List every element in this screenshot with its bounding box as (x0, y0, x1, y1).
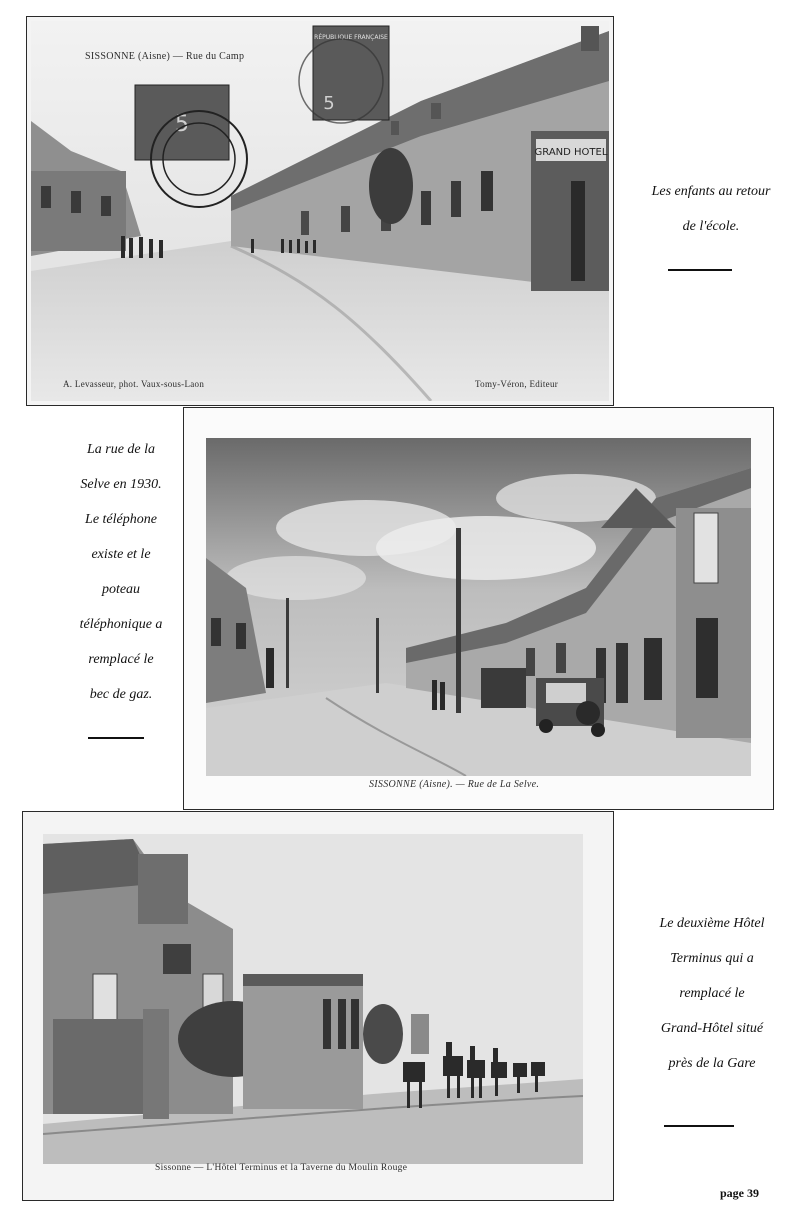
side-text-enfants (626, 174, 796, 244)
side-text-line: Le téléphone (85, 512, 157, 527)
hotel-sign: GRAND HOTEL (534, 147, 608, 158)
postcard-1-publisher-credit: Tomy-Véron, Editeur (475, 379, 559, 389)
side-text-line: La rue de la (86, 442, 156, 457)
side-text-line: téléphonique a (79, 617, 163, 632)
side-text-terminus (626, 906, 798, 1081)
postcard-hotel-terminus (22, 811, 614, 1201)
photo-rue-du-camp (31, 21, 609, 401)
postcard-rue-de-la-selve (183, 407, 774, 810)
postcard-3-caption: Sissonne — L'Hôtel Terminus et la Taverne du Moulin Rouge (155, 1163, 408, 1173)
side-text-line: existe et le (91, 547, 151, 562)
photo-rue-de-la-selve (206, 438, 751, 776)
divider-rule-1 (668, 269, 732, 271)
divider-rule-2 (88, 737, 144, 739)
side-text-line: poteau (101, 582, 141, 597)
side-text-line: Les enfants au retour (651, 184, 771, 199)
side-text-line: près de la Gare (668, 1056, 756, 1071)
stamp-1-value: 5 (175, 112, 189, 137)
side-text-line: remplacé le (88, 652, 154, 667)
photo-hotel-terminus (43, 834, 583, 1164)
side-text-line: Terminus qui a (670, 951, 754, 966)
divider-rule-3 (664, 1125, 734, 1127)
postcard-1-photographer-credit: A. Levasseur, phot. Vaux-sous-Laon (63, 379, 205, 389)
page-number: page 39 (720, 1186, 759, 1200)
side-text-line: Grand-Hôtel situé (660, 1021, 764, 1036)
postcard-1-title: SISSONNE (Aisne) — Rue du Camp (85, 51, 245, 62)
side-text-line: remplacé le (679, 986, 745, 1001)
side-text-line: Selve en 1930. (80, 477, 162, 492)
side-text-line: bec de gaz. (89, 687, 153, 702)
side-text-line: Le deuxième Hôtel (659, 916, 765, 931)
street-scene-1 (31, 21, 609, 401)
stamp-2-value: 5 (323, 93, 335, 114)
postcard-rue-du-camp (26, 16, 614, 406)
side-text-selve (46, 432, 196, 712)
stamp-2-text: RÉPUBLIQUE FRANÇAISE (314, 34, 388, 41)
postcard-2-caption: SISSONNE (Aisne). — Rue de La Selve. (369, 779, 540, 790)
side-text-line: de l'école. (682, 219, 740, 234)
street-scene-3 (43, 834, 583, 1164)
street-scene-2 (206, 438, 751, 776)
